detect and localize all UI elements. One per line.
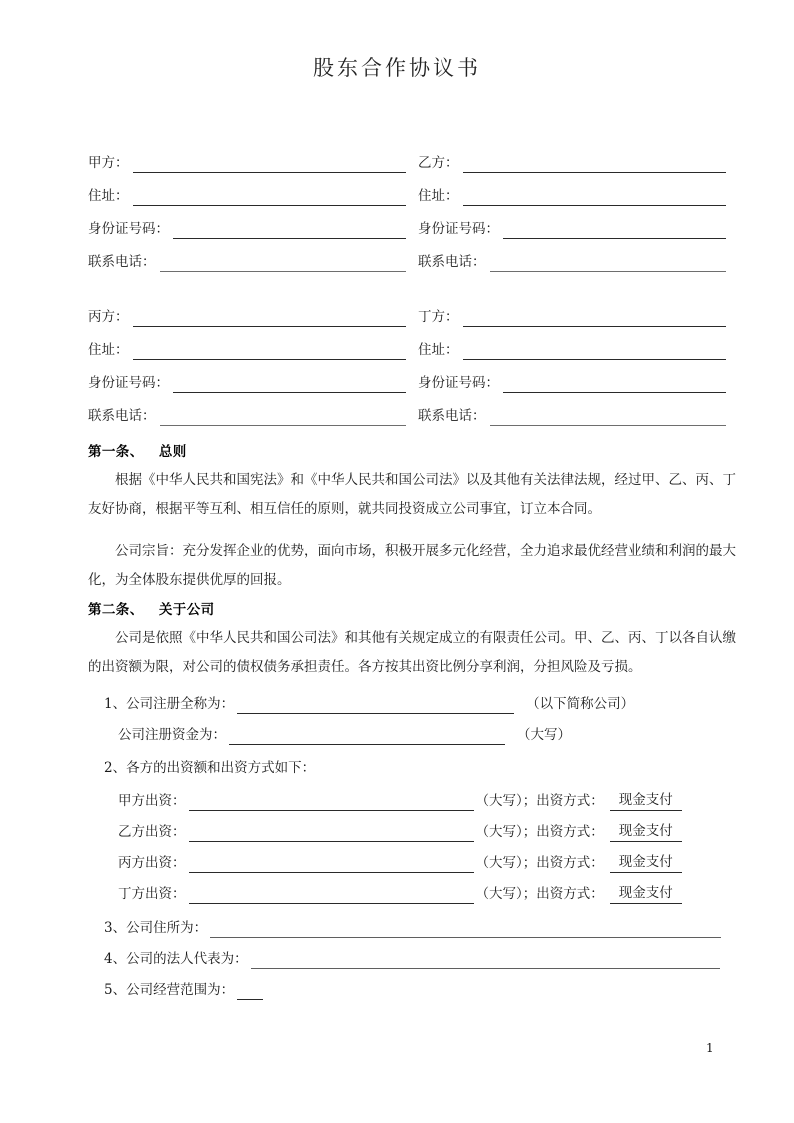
item-contributions-intro [104,758,315,778]
contribution-suffix: （大写）；出资方式： [475,793,604,809]
party-a-name-input[interactable] [133,157,407,173]
item-legal-representative [104,949,720,969]
contribution-party-label: 甲方出资： [118,793,186,809]
party-b-phone-input[interactable] [490,256,727,272]
contribution-suffix: （大写）；出资方式： [475,886,604,902]
field-label: 身份证号码： [88,375,169,391]
party-block-cd [88,294,738,426]
field-party-d-id [418,360,738,393]
party-block-ab [88,140,738,272]
field-label: 丙方： [88,309,129,325]
field-label: 住址： [418,342,459,358]
item-registered-capital [118,725,571,745]
contribution-row-a [118,791,682,811]
field-label: 联系电话： [88,254,156,270]
field-party-d-name [418,294,738,327]
field-party-d-address [418,327,738,360]
party-a-address-input[interactable] [133,190,407,206]
field-party-b-name [418,140,738,173]
party-c-address-input[interactable] [133,344,407,360]
field-party-b-address [418,173,738,206]
contribution-amount-input-a[interactable] [189,795,474,811]
article-2-heading: 第二条、 关于公司 [88,602,215,618]
field-label: 住址： [418,188,459,204]
party-column-c [88,294,418,426]
item-label: 5、公司经营范围为： [104,982,235,998]
field-party-a-phone [88,239,418,272]
field-party-b-id [418,206,738,239]
field-label: 身份证号码： [418,221,499,237]
contribution-amount-input-b[interactable] [189,826,474,842]
field-party-b-phone [418,239,738,272]
field-label: 乙方： [418,155,459,171]
field-label: 丁方： [418,309,459,325]
field-party-c-id [88,360,418,393]
contribution-method-b[interactable]: 现金支付 [610,819,682,842]
company-address-input[interactable] [210,922,721,938]
item-label: 公司注册资金为： [118,727,226,743]
field-label: 联系电话： [88,408,156,424]
contribution-party-label: 丙方出资： [118,855,186,871]
field-party-a-address [88,173,418,206]
contribution-row-c [118,853,682,873]
party-b-id-input[interactable] [503,223,726,239]
field-party-d-phone [418,393,738,426]
contribution-row-b [118,822,682,842]
contribution-method-d[interactable]: 现金支付 [610,881,682,904]
article-1-paragraph-2: 公司宗旨：充分发挥企业的优势，面向市场，积极开展多元化经营，全力追求最优经营业绩和利润的最大化，为全体股东提供优厚的回报。 [88,543,736,588]
contribution-suffix: （大写）；出资方式： [475,855,604,871]
field-party-a-name [88,140,418,173]
item-company-address [104,918,721,938]
registered-capital-input[interactable] [229,729,505,745]
field-label: 甲方： [88,155,129,171]
party-b-name-input[interactable] [463,157,727,173]
contribution-method-c[interactable]: 现金支付 [610,850,682,873]
field-label: 联系电话： [418,254,486,270]
party-d-name-input[interactable] [463,311,727,327]
article-1-heading: 第一条、 总则 [88,444,187,460]
contribution-party-label: 丁方出资： [118,886,186,902]
party-c-name-input[interactable] [133,311,407,327]
party-column-a [88,140,418,272]
party-c-id-input[interactable] [173,377,406,393]
page-title: 股东合作协议书 [313,56,481,80]
field-label: 住址： [88,188,129,204]
party-a-phone-input[interactable] [160,256,407,272]
item-label: 1、公司注册全称为： [104,696,235,712]
item-label: 4、公司的法人代表为： [104,951,248,967]
field-label: 身份证号码： [418,375,499,391]
company-full-name-input[interactable] [237,698,514,714]
article-1-paragraph-1: 根据《中华人民共和国宪法》和《中华人民共和国公司法》以及其他有关法律法规，经过甲、乙、丙、丁友好协商，根据平等互利、相互信任的原则，就共同投资成立公司事宜，订立本合同。 [88,472,736,517]
party-column-b [418,140,738,272]
field-party-a-id [88,206,418,239]
party-d-id-input[interactable] [503,377,726,393]
party-d-phone-input[interactable] [490,410,727,426]
item-label: 2、各方的出资额和出资方式如下： [104,760,316,776]
item-label: 3、公司住所为： [104,920,208,936]
contribution-suffix: （大写）；出资方式： [475,824,604,840]
contribution-party-label: 乙方出资： [118,824,186,840]
field-party-c-address [88,327,418,360]
party-b-address-input[interactable] [463,190,727,206]
item-suffix: （大写） [517,727,571,743]
field-label: 住址： [88,342,129,358]
item-suffix: （以下简称公司） [526,696,635,712]
field-party-c-phone [88,393,418,426]
party-a-id-input[interactable] [173,223,406,239]
contribution-method-a[interactable]: 现金支付 [610,788,682,811]
item-company-full-name [104,694,634,714]
article-2-paragraph-1: 公司是依照《中华人民共和国公司法》和其他有关规定成立的有限责任公司。甲、乙、丙、丁以各自认缴的出资额为限，对公司的债权债务承担责任。各方按其出资比例分享利润，分担风险及亏损。 [88,630,736,675]
contribution-row-d [118,884,682,904]
contribution-amount-input-d[interactable] [189,888,474,904]
party-c-phone-input[interactable] [160,410,407,426]
contribution-amount-input-c[interactable] [189,857,474,873]
page-number: 1 [706,1041,714,1055]
legal-representative-input[interactable] [251,953,720,969]
item-business-scope [104,980,263,1000]
party-d-address-input[interactable] [463,344,727,360]
field-label: 身份证号码： [88,221,169,237]
field-party-c-name [88,294,418,327]
field-label: 联系电话： [418,408,486,424]
party-column-d [418,294,738,426]
business-scope-input[interactable] [237,984,263,1000]
